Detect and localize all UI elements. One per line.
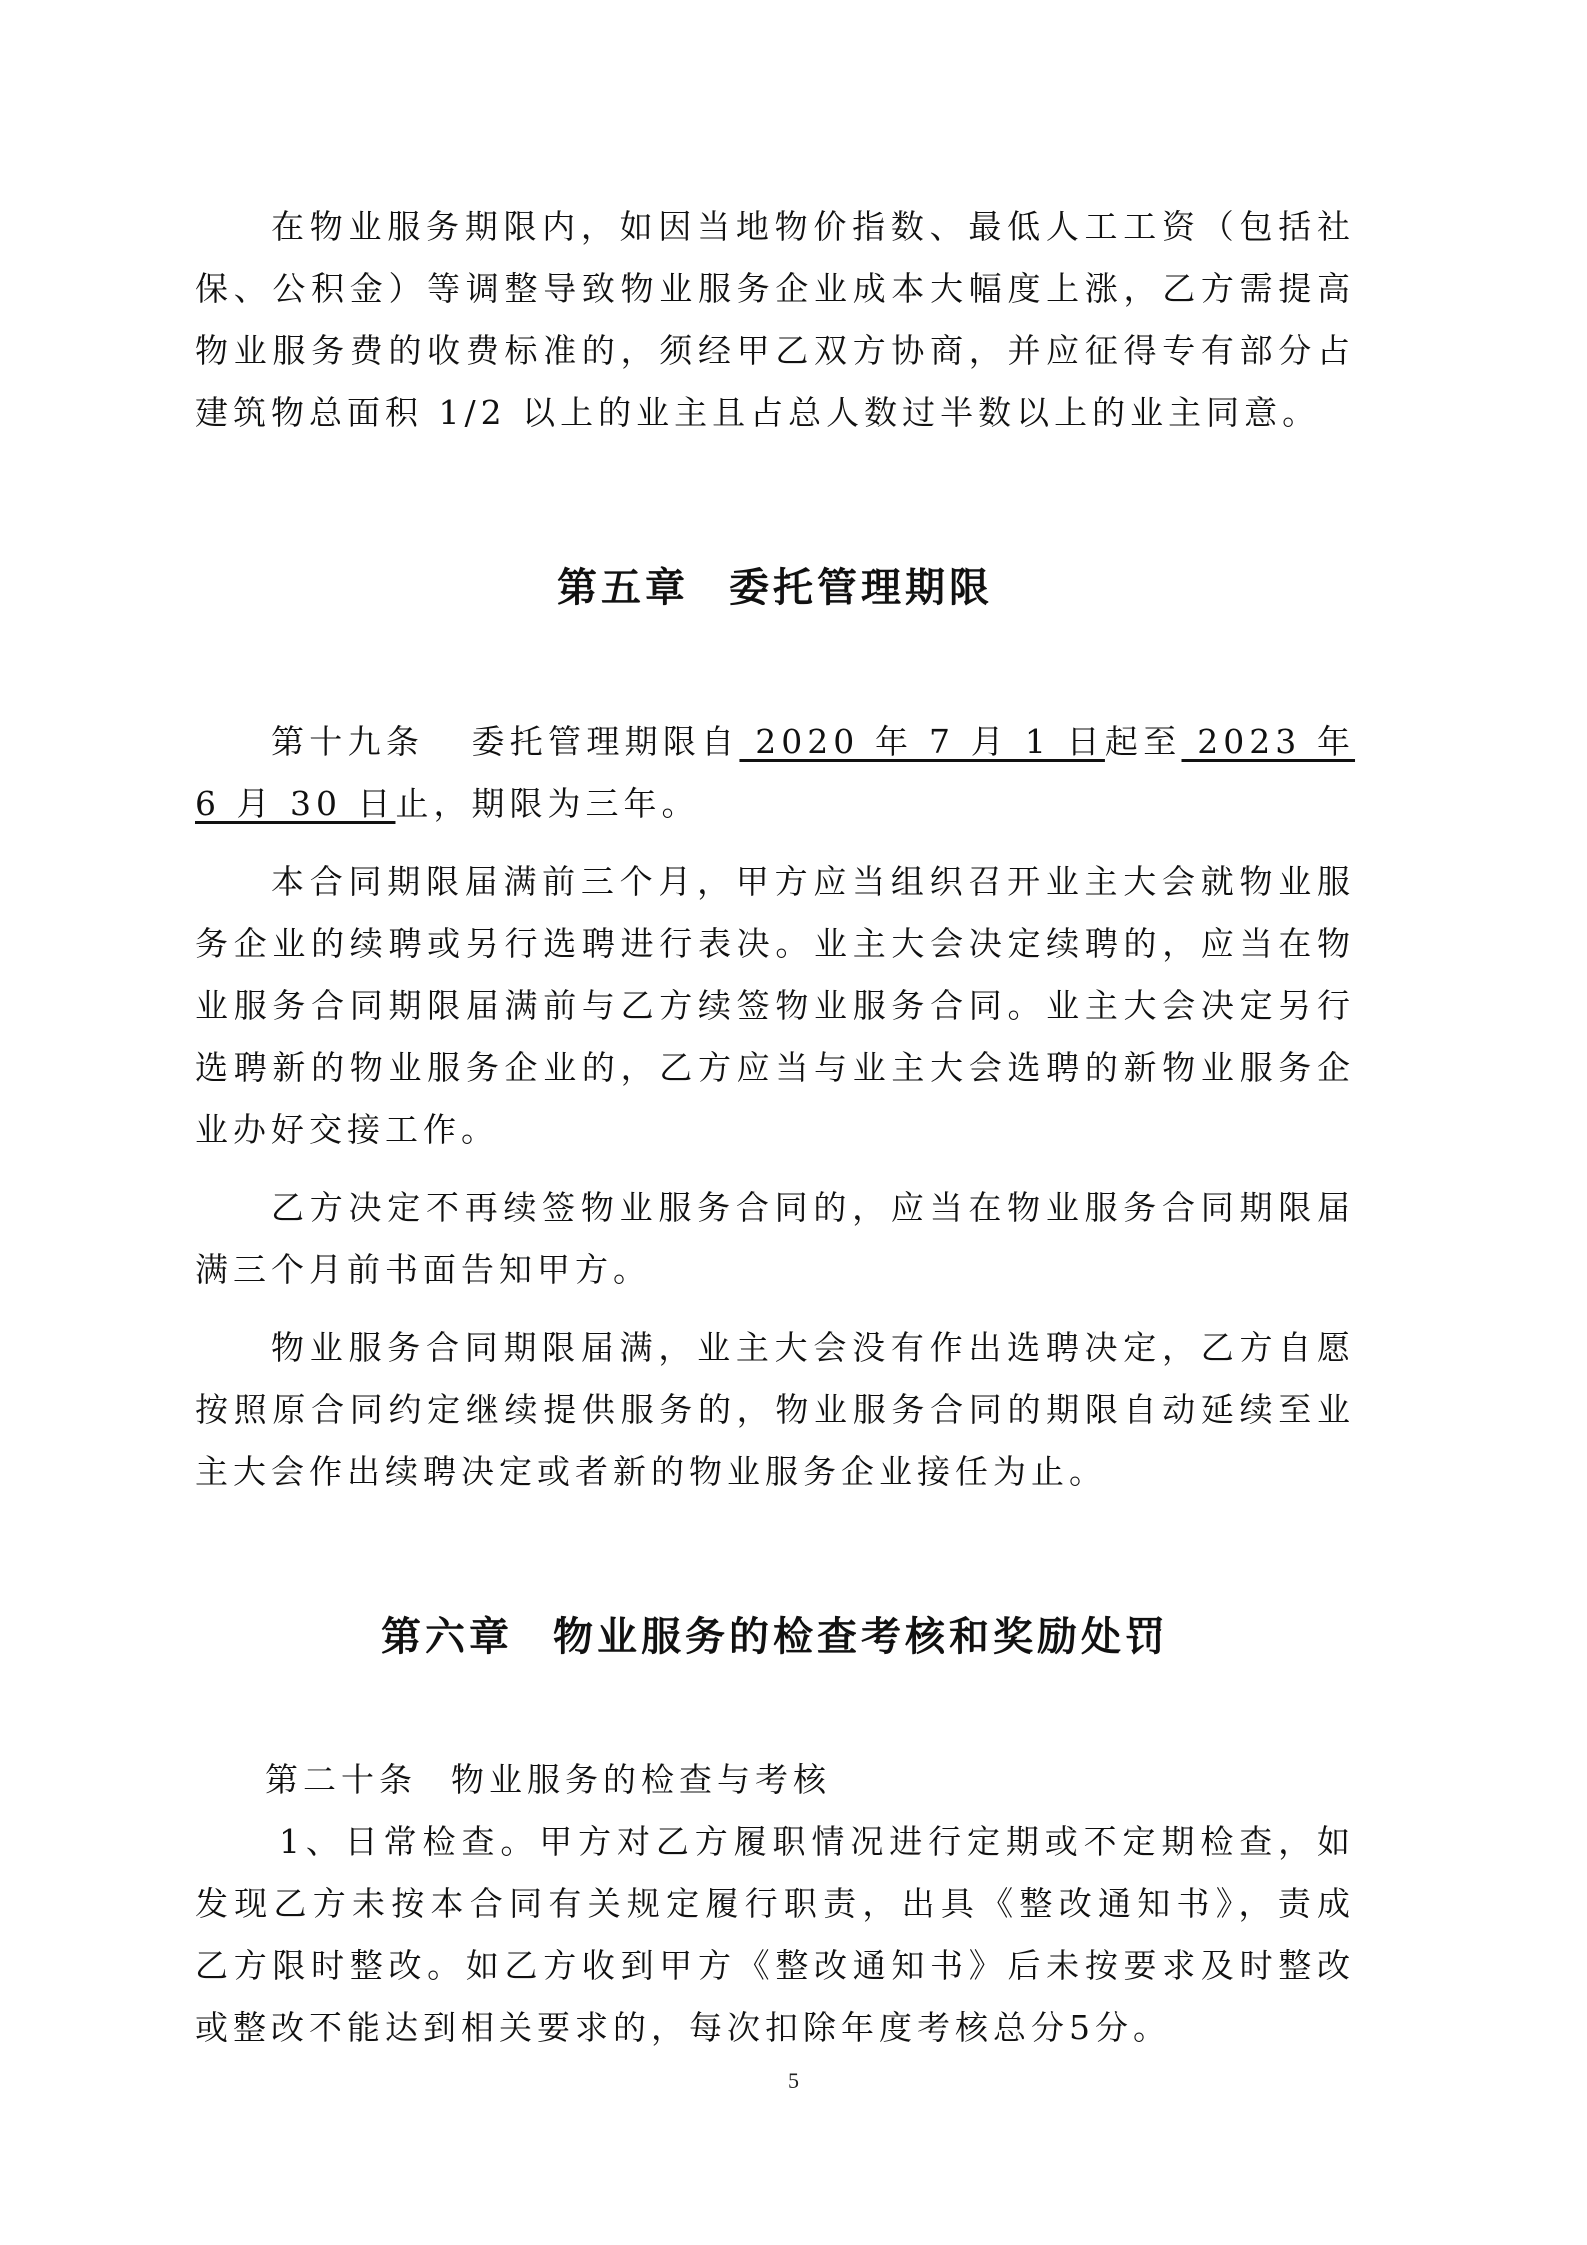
- page-number: 5: [788, 2068, 799, 2093]
- chapter-6-number: 第六章: [381, 1614, 513, 1660]
- chapter-6-heading: [195, 1607, 1355, 1667]
- chapter-5-number: 第五章: [557, 565, 689, 611]
- paragraph-auto-extend: 物业服务合同期限届满，业主大会没有作出选聘决定，乙方自愿按照原合同约定继续提供服务的，物业服务合同的期限自动延续至业主大会作出续聘决定或者新的物业服务企业接任为止。: [195, 1328, 1355, 1491]
- article-19-text-mid: 起至: [1104, 722, 1182, 761]
- paragraph-no-renewal: 乙方决定不再续签物业服务合同的，应当在物业服务合同期限届满三个月前书面告知甲方。: [195, 1188, 1355, 1289]
- paragraph-price-adjustment: 在物业服务期限内，如因当地物价指数、最低人工工资（包括社保、公积金）等调整导致物业服务企业成本大幅度上涨，乙方需提高物业服务费的收费标准的，须经甲乙双方协商，并应征得专有部分占建筑物总面积 1/2 以上的业主且占总人数过半数以上的业主同意。: [195, 207, 1355, 432]
- article-19-text-before: 委托管理期限自: [471, 722, 740, 761]
- article-19-end-date: 2023 年 6 月 30 日: [195, 722, 1356, 823]
- article-20-item-1: 1、日常检查。甲方对乙方履职情况进行定期或不定期检查，如发现乙方未按本合同有关规定履行职责，出具《整改通知书》，责成乙方限时整改。如乙方收到甲方《整改通知书》后未按要求及时整改或整改不能达到相关要求的，每次扣除年度考核总分5分。: [195, 1822, 1355, 2047]
- article-19-label: 第十九条: [271, 722, 425, 761]
- article-20-title: 物业服务的检查与考核: [451, 1760, 831, 1799]
- paragraph-renewal-vote: 本合同期限届满前三个月，甲方应当组织召开业主大会就物业服务企业的续聘或另行选聘进行表决。业主大会决定续聘的，应当在物业服务合同期限届满前与乙方续签物业服务合同。业主大会决定另行选聘新的物业服务企业的，乙方应当与业主大会选聘的新物业服务企业办好交接工作。: [195, 862, 1355, 1149]
- article-19-text-after: 止，期限为三年。: [395, 784, 700, 823]
- chapter-6-title: 物业服务的检查考核和奖励处罚: [553, 1614, 1169, 1660]
- page-content: [195, 196, 1355, 2059]
- chapter-5-heading: [195, 558, 1355, 618]
- chapter-5-title: 委托管理期限: [729, 565, 993, 611]
- article-20-label: 第二十条: [265, 1760, 417, 1799]
- article-19: [195, 711, 1355, 835]
- article-20-heading: [195, 1749, 1355, 1811]
- article-19-start-date: 2020 年 7 月 1 日: [739, 722, 1105, 761]
